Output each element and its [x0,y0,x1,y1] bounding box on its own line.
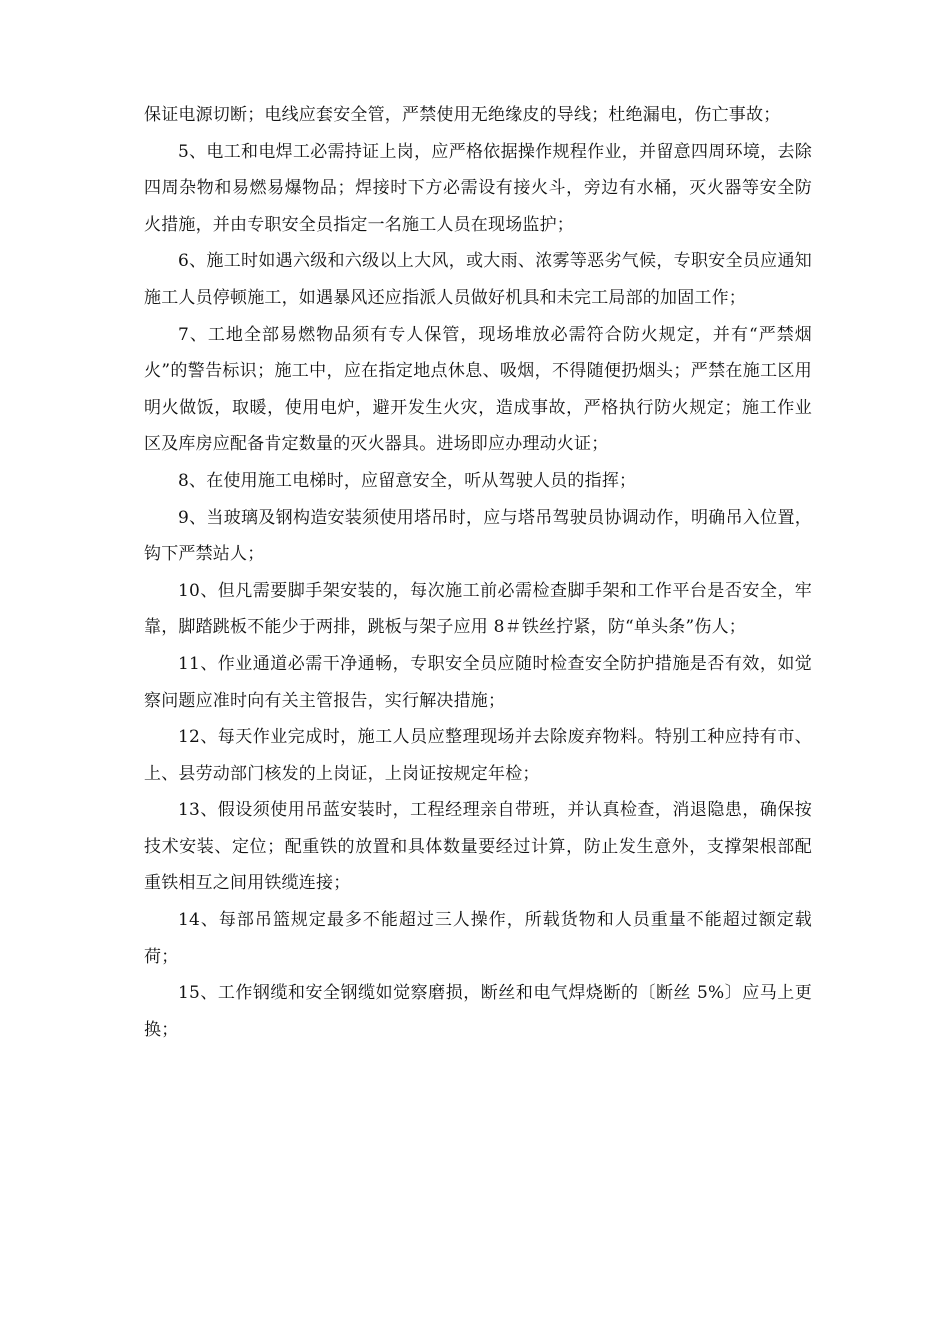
paragraph-item-5: 5、电工和电焊工必需持证上岗，应严格依据操作规程作业，并留意四周环境，去除四周杂物和易燃易爆物品；焊接时下方必需设有接火斗，旁边有水桶，灭火器等安全防火措施，并由专职安全员指定一名施工人员在现场监护； [144,141,812,235]
paragraph-item-9: 9、当玻璃及钢构造安装须使用塔吊时，应与塔吊驾驶员协调动作，明确吊入位置，钩下严禁站人； [144,507,812,565]
paragraph-item-8: 8、在使用施工电梯时，应留意安全，听从驾驶人员的指挥； [178,470,637,491]
paragraph-item-11: 11、作业通道必需干净通畅，专职安全员应随时检查安全防护措施是否有效，如觉察问题应准时向有关主管报告，实行解决措施； [144,653,812,711]
paragraph-item-10: 10、但凡需要脚手架安装的，每次施工前必需检查脚手架和工作平台是否安全，牢靠，脚踏跳板不能少于两排，跳板与架子应用 8＃铁丝拧紧，防“单头条”伤人； [144,580,812,638]
paragraph-item-6: 6、施工时如遇六级和六级以上大风，或大雨、浓雾等恶劣气候，专职安全员应通知施工人员停顿施工，如遇暴风还应指派人员做好机具和未完工局部的加固工作； [144,251,812,308]
paragraph-item-15: 15、工作钢缆和安全钢缆如觉察磨损，断丝和电气焊烧断的〔断丝 5%〕应马上更换； [144,983,812,1040]
paragraph-item-7: 7、工地全部易燃物品须有专人保管，现场堆放必需符合防火规定，并有“严禁烟火”的警告标识；施工中，应在指定地点休息、吸烟，不得随便扔烟头；严禁在施工区用明火做饭，取暖，使用电炉，避开发生火灾，造成事故，严格执行防火规定；施工作业区及库房应配备肯定数量的灭火器具。进场即应办理动火证； [144,324,812,455]
paragraph-item-12: 12、每天作业完成时，施工人员应整理现场并去除废弃物料。特别工种应持有市、上、县劳动部门核发的上岗证，上岗证按规定年检； [144,727,812,784]
paragraph-item-14: 14、每部吊篮规定最多不能超过三人操作，所载货物和人员重量不能超过额定载荷； [144,910,812,967]
document-body [144,97,812,1048]
paragraph-continuation: 保证电源切断；电线应套安全管，严禁使用无绝缘皮的导线；杜绝漏电，伤亡事故； [144,105,781,125]
paragraph-item-13: 13、假设须使用吊蓝安装时，工程经理亲自带班，并认真检查，消退隐患，确保按技术安装、定位；配重铁的放置和具体数量要经过计算，防止发生意外，支撑架根部配重铁相互之间用铁缆连接； [144,800,812,894]
